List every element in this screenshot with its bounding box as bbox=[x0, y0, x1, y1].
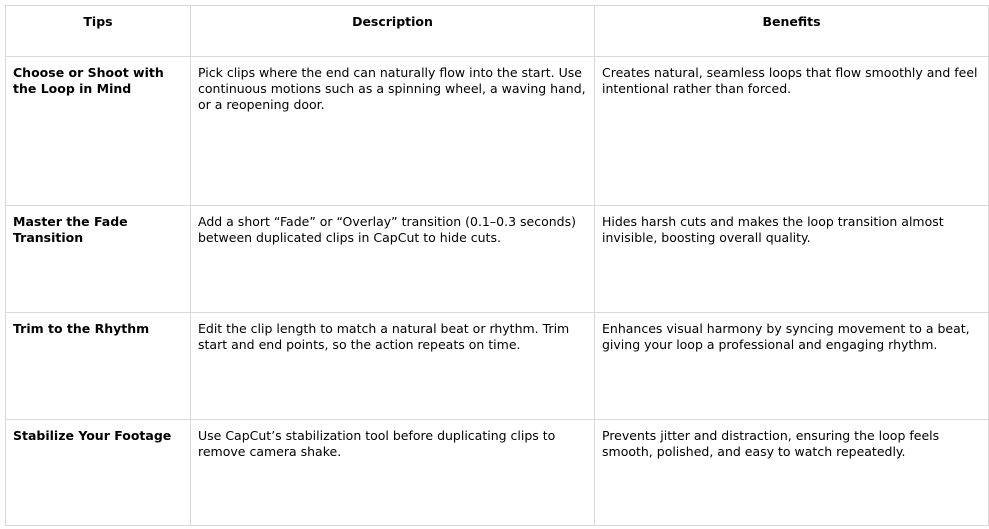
header-description: Description bbox=[191, 6, 595, 57]
tip-cell: Trim to the Rhythm bbox=[6, 313, 191, 420]
description-cell: Add a short “Fade” or “Overlay” transition (0.1–0.3 seconds) between duplicated clips in CapCut to hide cuts. bbox=[191, 206, 595, 313]
table-row bbox=[6, 420, 989, 526]
tip-cell: Master the Fade Transition bbox=[6, 206, 191, 313]
description-cell: Use CapCut’s stabilization tool before duplicating clips to remove camera shake. bbox=[191, 420, 595, 526]
table-row bbox=[6, 57, 989, 206]
tips-table bbox=[5, 5, 989, 526]
benefits-cell: Enhances visual harmony by syncing movement to a beat, giving your loop a professional and engaging rhythm. bbox=[595, 313, 989, 420]
tip-cell: Choose or Shoot with the Loop in Mind bbox=[6, 57, 191, 206]
benefits-cell: Hides harsh cuts and makes the loop transition almost invisible, boosting overall quality. bbox=[595, 206, 989, 313]
description-cell: Edit the clip length to match a natural beat or rhythm. Trim start and end points, so the action repeats on time. bbox=[191, 313, 595, 420]
description-cell: Pick clips where the end can naturally flow into the start. Use continuous motions such as a spinning wheel, a waving hand, or a reopening door. bbox=[191, 57, 595, 206]
benefits-cell: Creates natural, seamless loops that flow smoothly and feel intentional rather than forced. bbox=[595, 57, 989, 206]
header-tips: Tips bbox=[6, 6, 191, 57]
table-header-row bbox=[6, 6, 989, 57]
table-row bbox=[6, 313, 989, 420]
table-row bbox=[6, 206, 989, 313]
benefits-cell: Prevents jitter and distraction, ensuring the loop feels smooth, polished, and easy to watch repeatedly. bbox=[595, 420, 989, 526]
header-benefits: Benefits bbox=[595, 6, 989, 57]
tip-cell: Stabilize Your Footage bbox=[6, 420, 191, 526]
